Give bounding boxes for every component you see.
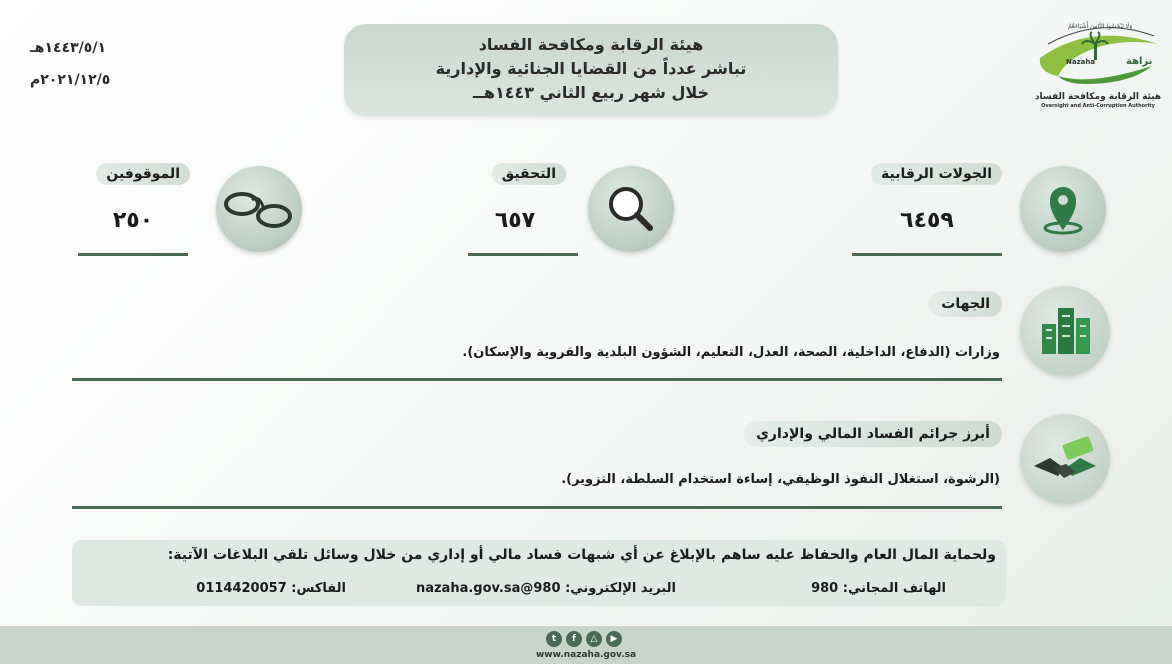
phone-value[interactable]: 980	[811, 581, 839, 596]
facebook-icon[interactable]: f	[566, 631, 582, 647]
location-pin-icon	[1020, 166, 1106, 252]
section-text-entities: وزارات (الدفاع، الداخلية، الصحة، العدل، التعليم، الشؤون البلدية والقروية والإسكان).	[462, 345, 1000, 360]
stat-value-investigation: ٦٥٧	[494, 208, 536, 233]
stat-value-detainees: ٢٥٠	[112, 208, 154, 233]
title-box	[344, 24, 838, 116]
contact-fax	[196, 581, 346, 596]
magnifier-icon	[588, 166, 674, 252]
stat-underline	[852, 253, 1002, 256]
footer	[0, 626, 1172, 664]
section-divider	[72, 506, 1002, 509]
fax-value[interactable]: 0114420057	[196, 581, 287, 596]
youtube-icon[interactable]: ▶	[606, 631, 622, 647]
bribe-handshake-icon	[1020, 414, 1110, 504]
buildings-circle	[1020, 286, 1110, 376]
contact-phone	[811, 581, 946, 596]
logo-name-en: Oversight and Anti-Corruption Authority	[1041, 103, 1155, 109]
section-label-entities: الجهات	[929, 291, 1002, 317]
email-label: البريد الإلكتروني:	[565, 581, 676, 596]
contact-email	[416, 581, 676, 596]
stat-underline	[468, 253, 578, 256]
stat-label-detainees: الموقوفين	[96, 163, 190, 185]
twitter-icon[interactable]: t	[546, 631, 562, 647]
phone-label: الهاتف المجاني:	[842, 581, 946, 596]
section-text-crimes: (الرشوة، استغلال النفوذ الوظيفي، إساءة استخدام السلطة، التزوير).	[561, 472, 1000, 487]
bribe-circle	[1020, 414, 1110, 504]
date-hijri: ١٤٤٣/٥/١هـ	[30, 40, 106, 56]
logo-name-ar: هيئة الرقابة ومكافحة الفساد	[1034, 92, 1162, 102]
stat-label-patrols: الجولات الرقابية	[871, 163, 1002, 185]
stat-value-patrols: ٦٤٥٩	[900, 208, 954, 233]
title-line-2: تباشر عدداً من القضايا الجنائية والإدارية	[435, 59, 747, 78]
title-line-1: هيئة الرقابة ومكافحة الفساد	[478, 35, 704, 54]
nazaha-emblem-icon	[1030, 14, 1166, 86]
section-label-crimes: أبرز جرائم الفساد المالي والإداري	[744, 421, 1002, 447]
title-line-3: خلال شهر ربيع الثاني ١٤٤٣هــ	[472, 83, 710, 102]
website-link[interactable]: www.nazaha.gov.sa	[535, 650, 637, 660]
section-divider	[72, 378, 1002, 381]
fax-label: الفاكس:	[291, 581, 346, 596]
date-gregorian: ٢٠٢١/١٢/٥م	[30, 72, 111, 88]
logo-brand-en: Nazaha	[1066, 58, 1096, 66]
nazaha-logo	[1030, 14, 1166, 124]
contact-heading: ولحماية المال العام والحفاظ عليه ساهم بالإبلاغ عن أي شبهات فساد مالي أو إداري من خلال وسائل تلقي البلاغات الآتية:	[167, 547, 996, 563]
email-value[interactable]: 980@nazaha.gov.sa	[415, 581, 561, 596]
handcuffs-circle	[216, 166, 302, 252]
buildings-icon	[1020, 286, 1110, 376]
logo-motto: وَلَا تَبْخَسُوا النَّاسَ أَشْيَاءَهُمْ	[1067, 23, 1133, 30]
magnifier-circle	[588, 166, 674, 252]
logo-brand-ar: نزاهة	[1126, 56, 1153, 67]
snapchat-icon[interactable]: △	[586, 631, 602, 647]
contact-box	[72, 540, 1006, 606]
stat-underline	[78, 253, 188, 256]
stat-label-investigation: التحقيق	[492, 163, 566, 185]
handcuffs-icon	[216, 166, 302, 252]
location-pin-circle	[1020, 166, 1106, 252]
